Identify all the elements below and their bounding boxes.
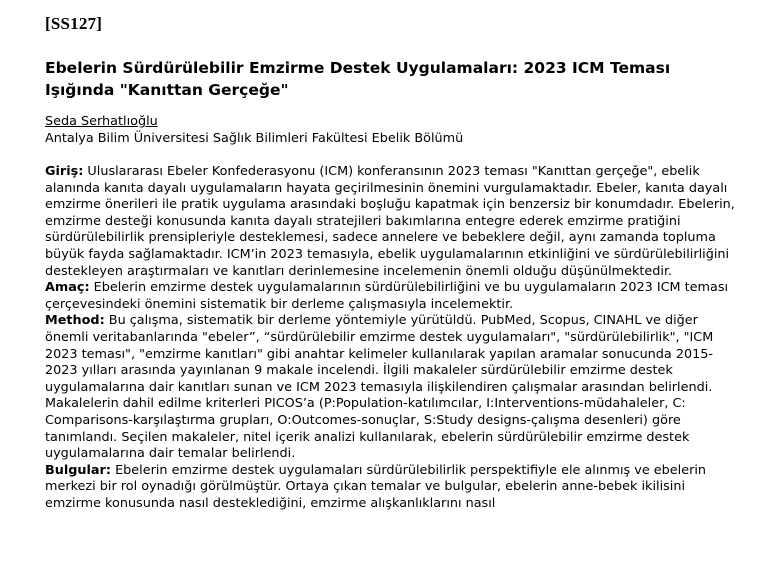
author-affiliation: Antalya Bilim Üniversitesi Sağlık Bilimleri Fakültesi Ebelik Bölümü	[45, 130, 464, 146]
section-label-bulgular: Bulgular:	[45, 462, 111, 478]
section-text-method: Bu çalışma, sistematik bir derleme yöntemiyle yürütüldü. PubMed, Scopus, CINAHL ve diğer önemli veritabanlarında "ebeler”, “sürdürülebilir emzirme destek uygulamaları", "sürdürülebilirlik", "ICM 2023 teması", "emzirme kanıtları" gibi anahtar kelimeler kullanılarak yapılan aramalar sonucunda 2015-2023 yılları arasında yayınlanan 9 makale incelendi. İlgili makaleler sürdürülebilir emzirme destek uygulamalarına dair kanıtları sunan ve ICM 2023 temasıyla ilişkilendiren çalışmalar arasından belirlendi. Makalelerin dahil edilme kriterleri PICOS’a (P:Population-katılımcılar, I:Interventions-müdahaleler, C: Comparisons-karşılaştırma grupları, O:Outcomes-sonuçlar, S:Study designs-çalışma desenleri) göre tanımlandı. Seçilen makaleler, nitel içerik analizi kullanılarak, ebelerin sürdürülebilir emzirme destek uygulamalarına dair temalar belirlendi.	[45, 313, 714, 462]
author-name: Seda Serhatlıoğlu	[45, 114, 158, 129]
section-bulgular	[45, 463, 736, 513]
abstract-session-id: [SS127]	[45, 14, 103, 33]
section-giris	[45, 164, 736, 280]
section-text-bulgular: Ebelerin emzirme destek uygulamaları sürdürülebilirlik perspektifiyle ele alınmış ve ebelerin merkezi bir rol oynadığı görülmüştür. Ortaya çıkan temalar ve bulgular, ebelerin anne-bebek ikilisini emzirme konusunda nasıl desteklediğini, emzirme alışkanlıklarını nasıl	[45, 462, 707, 511]
abstract-title: Ebelerin Sürdürülebilir Emzirme Destek Uygulamaları: 2023 ICM Teması Işığında "Kanıttan Gerçeğe"	[45, 59, 671, 99]
section-text-giris: Uluslararası Ebeler Konfederasyonu (ICM) konferansının 2023 teması "Kanıttan gerçeğe", ebelik alanında kanıta dayalı uygulamaların hayata geçirilmesinin önemini vurgulamaktadır. Ebeler, kanıta dayalı emzirme önerileri ile pratik uygulama arasındaki boşluğu kapatmak için benzersiz bir konumdadır. Ebelerin, emzirme desteği konusunda kanıta dayalı stratejileri bakımlarına entegre ederek emzirme pratiğini sürdürülebilirlik prensipleriyle desteklemesi, sadece annelere ve bebeklere değil, aynı zamanda topluma büyük fayda sağlamaktadır. ICM’in 2023 temasıyla, ebelik uygulamalarının etkinliğini ve sürdürülebilirliğini destekleyen araştırmaları ve kanıtları derinlemesine incelemenin önemli olduğu düşünülmektedir.	[45, 164, 735, 279]
section-label-amac: Amaç:	[45, 280, 90, 296]
abstract-body	[45, 164, 736, 512]
section-amac	[45, 280, 736, 313]
section-label-method: Method:	[45, 313, 105, 329]
section-label-giris: Giriş:	[45, 164, 84, 179]
section-text-amac: Ebelerin emzirme destek uygulamalarının sürdürülebilirliğini ve bu uygulamaların 2023 ICM teması çerçevesindeki önemini sistematik bir derleme çalışmasıyla incelemektir.	[45, 280, 729, 312]
section-method	[45, 313, 736, 462]
